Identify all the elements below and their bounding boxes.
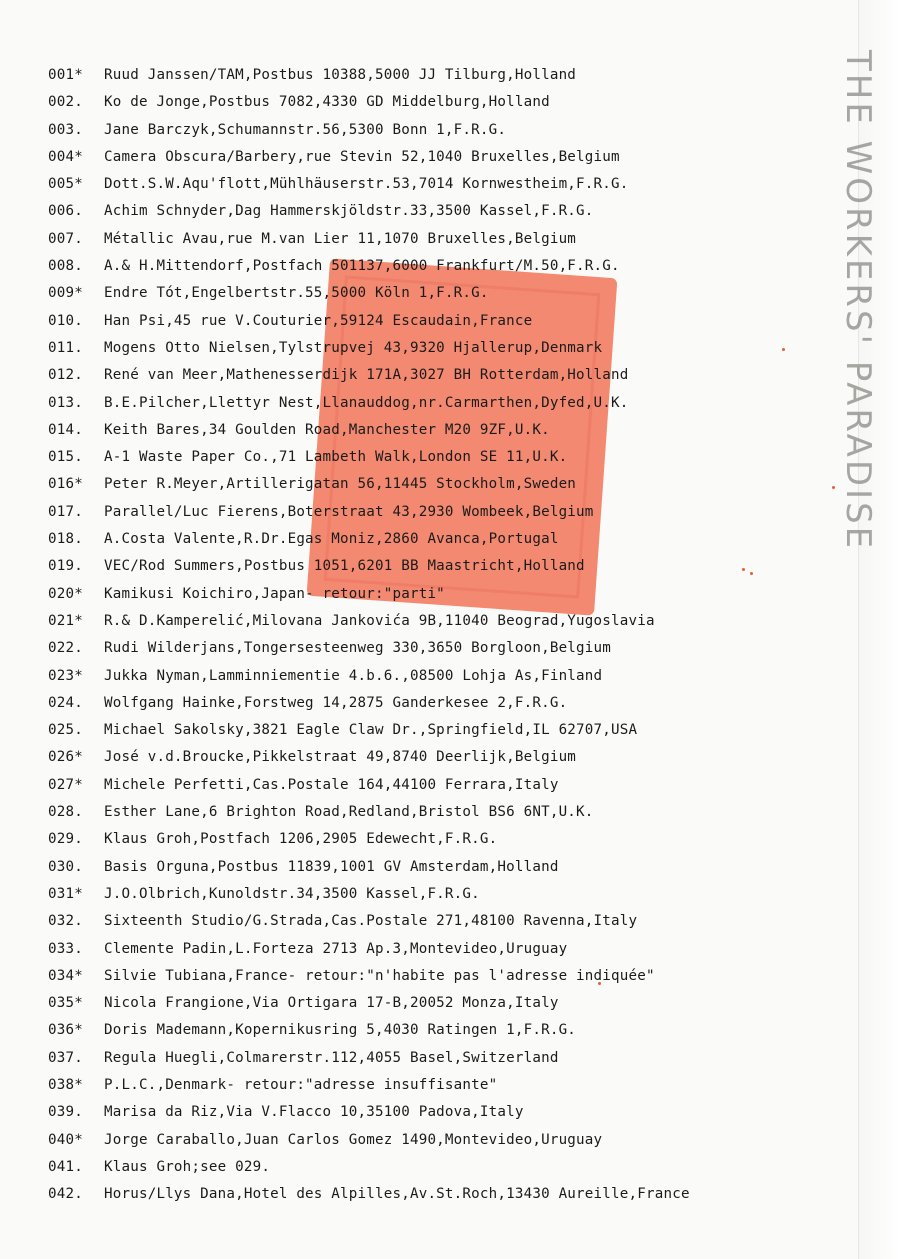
entry-number: 041. — [48, 1158, 83, 1175]
list-item — [48, 1181, 868, 1208]
entry-address: Esther Lane,6 Brighton Road,Redland,Bristol BS6 6NT,U.K. — [104, 804, 594, 821]
entry-number: 004* — [48, 148, 83, 165]
entry-address: Rudi Wilderjans,Tongersesteenweg 330,3650 Borgloon,Belgium — [104, 640, 612, 657]
list-item — [48, 1045, 868, 1072]
entry-address: R.& D.Kamperelić,Milovana Jankovića 9B,11040 Beograd,Yugoslavia — [104, 612, 655, 629]
list-item — [48, 854, 868, 881]
list-item — [48, 826, 868, 853]
list-item — [48, 717, 868, 744]
entry-address: Klaus Groh;see 029. — [104, 1158, 271, 1175]
entry-number: 032. — [48, 913, 83, 930]
entry-number: 033. — [48, 940, 83, 957]
list-item — [48, 117, 868, 144]
list-item — [48, 1017, 868, 1044]
entry-address: Mogens Otto Nielsen,Tylstrupvej 43,9320 Hjallerup,Denmark — [104, 339, 603, 356]
entry-address: Camera Obscura/Barbery,rue Stevin 52,1040 Bruxelles,Belgium — [104, 148, 620, 165]
list-item — [48, 1072, 868, 1099]
entry-address: Doris Mademann,Kopernikusring 5,4030 Ratingen 1,F.R.G. — [104, 1022, 577, 1039]
list-item — [48, 280, 868, 307]
entry-number: 014. — [48, 421, 83, 438]
entry-address: Horus/Llys Dana,Hotel des Alpilles,Av.St.Roch,13430 Aureille,France — [104, 1186, 690, 1203]
list-item — [48, 799, 868, 826]
list-item — [48, 608, 868, 635]
entry-number: 015. — [48, 449, 83, 466]
entry-address: Jukka Nyman,Lamminniementie 4.b.6.,08500 Lohja As,Finland — [104, 667, 603, 684]
list-item — [48, 444, 868, 471]
list-item — [48, 963, 868, 990]
entry-address: Kamikusi Koichiro,Japan- retour:"parti" — [104, 585, 445, 602]
entry-number: 018. — [48, 531, 83, 548]
entry-address: René van Meer,Mathenesserdijk 171A,3027 BH Rotterdam,Holland — [104, 367, 629, 384]
list-item — [48, 1127, 868, 1154]
list-item — [48, 499, 868, 526]
entry-number: 036* — [48, 1022, 83, 1039]
list-item — [48, 553, 868, 580]
entry-number: 009* — [48, 285, 83, 302]
entry-number: 013. — [48, 394, 83, 411]
entry-number: 011. — [48, 339, 83, 356]
entry-address: Sixteenth Studio/G.Strada,Cas.Postale 271,48100 Ravenna,Italy — [104, 913, 638, 930]
list-item — [48, 1154, 868, 1181]
entry-number: 031* — [48, 885, 83, 902]
entry-address: Nicola Frangione,Via Ortigara 17-B,20052 Monza,Italy — [104, 995, 559, 1012]
list-item — [48, 308, 868, 335]
list-item — [48, 89, 868, 116]
list-item — [48, 908, 868, 935]
entry-number: 039. — [48, 1104, 83, 1121]
entry-address: Peter R.Meyer,Artillerigatan 56,11445 Stockholm,Sweden — [104, 476, 577, 493]
list-item — [48, 581, 868, 608]
entry-number: 022. — [48, 640, 83, 657]
entry-address: Ko de Jonge,Postbus 7082,4330 GD Middelburg,Holland — [104, 94, 550, 111]
entry-number: 010. — [48, 312, 83, 329]
entry-number: 024. — [48, 694, 83, 711]
list-item — [48, 390, 868, 417]
entry-number: 007. — [48, 230, 83, 247]
entry-number: 025. — [48, 722, 83, 739]
entry-address: Jorge Caraballo,Juan Carlos Gomez 1490,Montevideo,Uruguay — [104, 1131, 603, 1148]
entry-number: 012. — [48, 367, 83, 384]
entry-address: P.L.C.,Denmark- retour:"adresse insuffisante" — [104, 1076, 498, 1093]
list-item — [48, 335, 868, 362]
list-item — [48, 990, 868, 1017]
entry-address: Dott.S.W.Aqu'flott,Mühlhäuserstr.53,7014 Kornwestheim,F.R.G. — [104, 176, 629, 193]
entry-number: 023* — [48, 667, 83, 684]
entry-number: 040* — [48, 1131, 83, 1148]
entry-number: 038* — [48, 1076, 83, 1093]
list-item — [48, 1099, 868, 1126]
entry-address: Keith Bares,34 Goulden Road,Manchester M20 9ZF,U.K. — [104, 421, 550, 438]
list-item — [48, 253, 868, 280]
entry-number: 029. — [48, 831, 83, 848]
entry-number: 042. — [48, 1186, 83, 1203]
entry-number: 001* — [48, 67, 83, 83]
entry-number: 006. — [48, 203, 83, 220]
address-list — [48, 62, 868, 1208]
entry-number: 003. — [48, 121, 83, 138]
list-item — [48, 690, 868, 717]
entry-number: 002. — [48, 94, 83, 111]
entry-address: José v.d.Broucke,Pikkelstraat 49,8740 Deerlijk,Belgium — [104, 749, 577, 766]
side-title: THE WORKERS' PARADISE — [838, 50, 878, 552]
list-item — [48, 226, 868, 253]
entry-address: A.Costa Valente,R.Dr.Egas Moniz,2860 Avanca,Portugal — [104, 531, 559, 548]
list-item — [48, 936, 868, 963]
entry-address: Marisa da Riz,Via V.Flacco 10,35100 Padova,Italy — [104, 1104, 524, 1121]
entry-address: Jane Barczyk,Schumannstr.56,5300 Bonn 1,F.R.G. — [104, 121, 507, 138]
entry-number: 008. — [48, 258, 83, 275]
entry-number: 030. — [48, 858, 83, 875]
entry-address: Ruud Janssen/TAM,Postbus 10388,5000 JJ Tilburg,Holland — [104, 67, 577, 83]
entry-address: Han Psi,45 rue V.Couturier,59124 Escaudain,France — [104, 312, 533, 329]
list-item — [48, 144, 868, 171]
list-item — [48, 881, 868, 908]
entry-address: Silvie Tubiana,France- retour:"n'habite pas l'adresse indiquée" — [104, 967, 655, 984]
list-item — [48, 471, 868, 498]
list-item — [48, 171, 868, 198]
entry-number: 019. — [48, 558, 83, 575]
entry-number: 021* — [48, 612, 83, 629]
list-item — [48, 526, 868, 553]
entry-address: Endre Tót,Engelbertstr.55,5000 Köln 1,F.R.G. — [104, 285, 489, 302]
entry-number: 020* — [48, 585, 83, 602]
list-item — [48, 744, 868, 771]
entry-number: 028. — [48, 804, 83, 821]
entry-address: Michele Perfetti,Cas.Postale 164,44100 Ferrara,Italy — [104, 776, 559, 793]
entry-address: VEC/Rod Summers,Postbus 1051,6201 BB Maastricht,Holland — [104, 558, 585, 575]
entry-address: Achim Schnyder,Dag Hammerskjöldstr.33,3500 Kassel,F.R.G. — [104, 203, 594, 220]
entry-address: A-1 Waste Paper Co.,71 Lambeth Walk,London SE 11,U.K. — [104, 449, 568, 466]
entry-address: Michael Sakolsky,3821 Eagle Claw Dr.,Springfield,IL 62707,USA — [104, 722, 638, 739]
list-item — [48, 772, 868, 799]
entry-number: 037. — [48, 1049, 83, 1066]
entry-address: B.E.Pilcher,Llettyr Nest,Llanauddog,nr.Carmarthen,Dyfed,U.K. — [104, 394, 629, 411]
list-item — [48, 663, 868, 690]
entry-number: 034* — [48, 967, 83, 984]
entry-address: Métallic Avau,rue M.van Lier 11,1070 Bruxelles,Belgium — [104, 230, 577, 247]
list-item — [48, 417, 868, 444]
list-item — [48, 198, 868, 225]
entry-number: 005* — [48, 176, 83, 193]
entry-number: 016* — [48, 476, 83, 493]
entry-address: Klaus Groh,Postfach 1206,2905 Edewecht,F.R.G. — [104, 831, 498, 848]
entry-number: 017. — [48, 503, 83, 520]
entry-address: Wolfgang Hainke,Forstweg 14,2875 Ganderkesee 2,F.R.G. — [104, 694, 568, 711]
entry-number: 027* — [48, 776, 83, 793]
entry-address: Parallel/Luc Fierens,Boterstraat 43,2930 Wombeek,Belgium — [104, 503, 594, 520]
list-item — [48, 362, 868, 389]
entry-address: Clemente Padin,L.Forteza 2713 Ap.3,Montevideo,Uruguay — [104, 940, 568, 957]
list-item — [48, 62, 868, 89]
entry-address: A.& H.Mittendorf,Postfach 501137,6000 Frankfurt/M.50,F.R.G. — [104, 258, 620, 275]
list-item — [48, 635, 868, 662]
entry-number: 035* — [48, 995, 83, 1012]
entry-address: J.O.Olbrich,Kunoldstr.34,3500 Kassel,F.R.G. — [104, 885, 480, 902]
entry-number: 026* — [48, 749, 83, 766]
entry-address: Regula Huegli,Colmarerstr.112,4055 Basel,Switzerland — [104, 1049, 559, 1066]
entry-address: Basis Orguna,Postbus 11839,1001 GV Amsterdam,Holland — [104, 858, 559, 875]
